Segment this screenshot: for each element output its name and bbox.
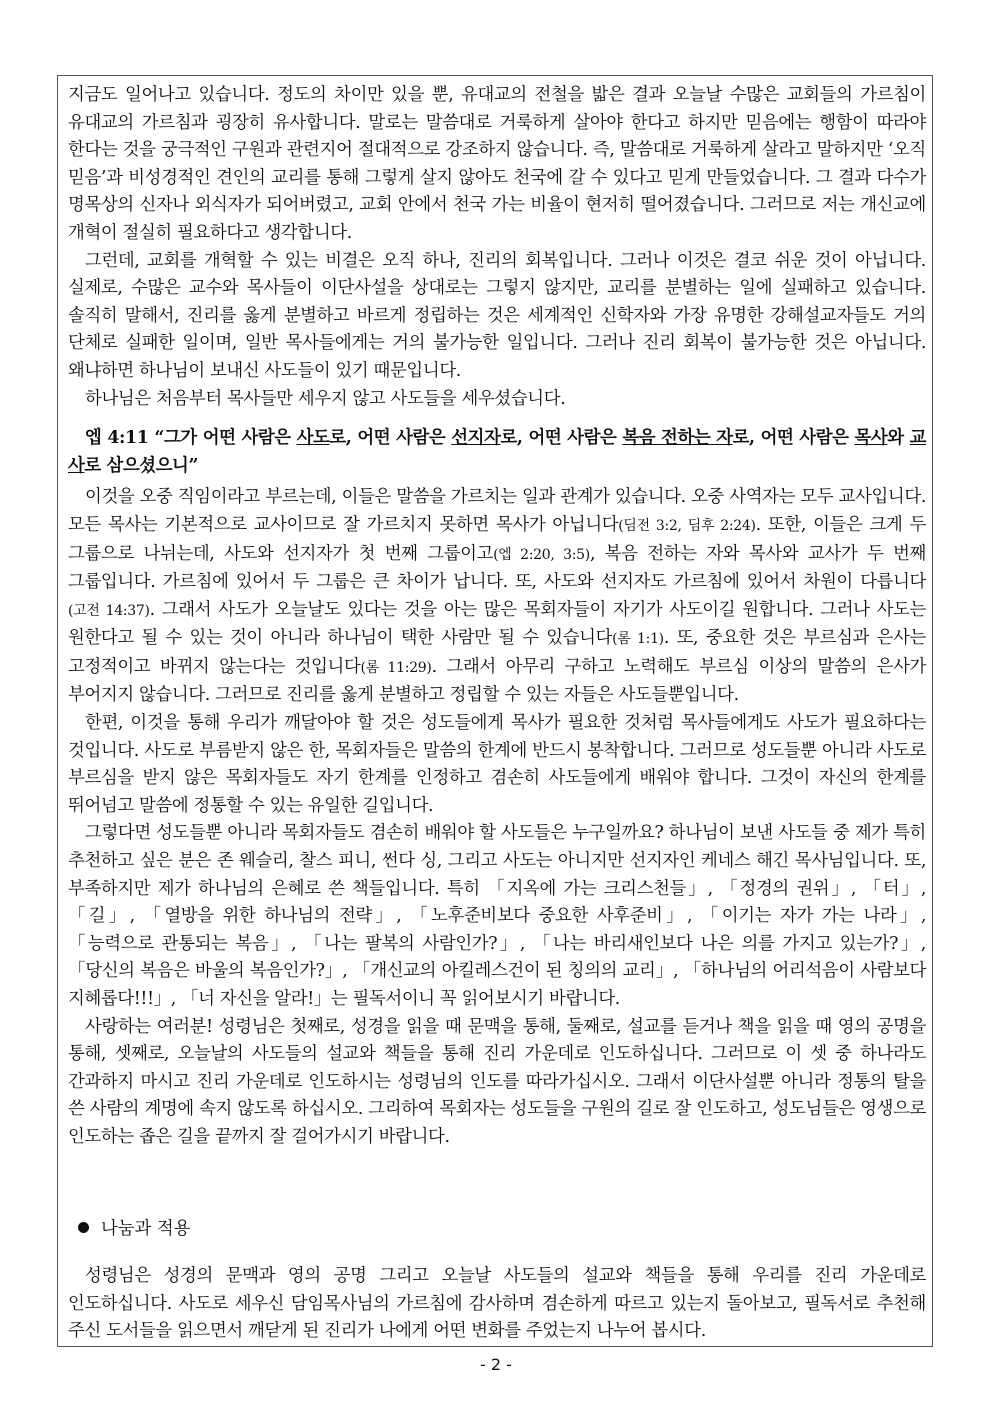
- scripture-reference: (딤전 3:2, 딤후 2:24): [618, 517, 756, 534]
- verse-text: 로, 어떤 사람은: [500, 428, 623, 449]
- closing-section: [68, 1263, 926, 1346]
- verse-text: 로 삼으셨으니”: [84, 455, 199, 476]
- verse-underline-apostle: 사도: [296, 428, 330, 449]
- paragraph-5: 한편, 이것을 통해 우리가 깨달아야 할 것은 성도들에게 목사가 필요한 것처럼 목사들에게도 사도가 필요하다는 것입니다. 사도로 부름받지 않은 한, 목회자들은 말씀의 한계에 반드시 봉착합니다. 그러므로 성도들뿐 아니라 사도로 부르심을 받지 않은 목회자들도 자기 한계를 인정하고 겸손히 사도들에게 배워야 합니다. 그것이 자신의 한계를 뛰어넘고 말씀에 정통할 수 있는 유일한 길입니다.: [68, 713, 926, 816]
- verse-underline-evangelist: 복음 전하는 자: [622, 428, 733, 449]
- scripture-verse: [68, 425, 926, 480]
- verse-underline-teacher: 교사: [68, 428, 927, 476]
- paragraph-4: [68, 484, 926, 710]
- paragraph-text: , 복음 전하는 자와 목사와 교사가 두 번째 그룹입니다. 가르침에 있어서 두 그룹은 큰 차이가 납니다. 또, 사도와 선지자도 가르침에 있어서 차원이 다릅니다: [68, 543, 926, 593]
- paragraph-text: 이것을 오중 직임이라고 부르는데, 이들은 말씀을 가르치는 일과 관계가 있습니다. 오중 사역자는 모두 교사입니다. 모든 목사는 기본적으로 교사이므로 잘 가르치지 못하면 목사가 아닙니다: [68, 487, 926, 535]
- main-content: [68, 82, 926, 1152]
- section-title: 나눔과 적용: [101, 1219, 191, 1239]
- closing-paragraph: 성령님은 성경의 문맥과 영의 공명 그리고 오늘날 사도들의 설교와 책들을 통해 우리를 진리 가운데로 인도하십니다. 사도로 세우신 담임목사님의 가르침에 감사하며 겸손하게 따르고 있는지 돌아보고, 필독서로 추천해 주신 도서들을 읽으면서 깨닫게 된 진리가 나에게 어떤 변화를 주었는지 나누어 봅시다.: [68, 1266, 926, 1342]
- paragraph-text: . 또한, 이들은 크게 두 그룹으로 나뉘는데, 사도와 선지자가 첫 번째 그룹이고: [68, 514, 926, 564]
- paragraph-2: 그런데, 교회를 개혁할 수 있는 비결은 오직 하나, 진리의 회복입니다. 그러나 이것은 결코 쉬운 것이 아닙니다. 실제로, 수많은 교수와 목사들이 이단사설을 상대로는 그렇지 않지만, 교리를 분별하는 일에 실패하고 있습니다. 솔직히 말해서, 진리를 옳게 분별하고 바르게 정립하는 것은 세계적인 신학자와 가장 유명한 강해설교자들도 거의 단체로 실패한 일이며, 일반 목사들에게는 거의 불가능한 일입니다. 그러나 진리 회복이 불가능한 것은 아닙니다. 왜냐하면 하나님이 보내신 사도들이 있기 때문입니다.: [68, 250, 926, 381]
- paragraph-text: . 그래서 아무리 구하고 노력해도 부르심 이상의 말씀의 은사가 부어지지 않습니다. 그러므로 진리를 옳게 분별하고 정립할 수 있는 자들은 사도들뿐입니다.: [68, 656, 926, 706]
- verse-underline-pastor: 목사: [854, 428, 888, 449]
- paragraph-7: 사랑하는 여러분! 성령님은 첫째로, 성경을 읽을 때 문맥을 통해, 둘째로, 설교를 듣거나 책을 읽을 때 영의 공명을 통해, 셋째로, 오늘날의 사도들의 설교와 책들을 통해 진리 가운데로 인도하십니다. 그러므로 이 셋 중 하나라도 간과하지 마시고 진리 가운데로 인도하시는 성령님의 인도를 따라가십시오. 그래서 이단사설뿐 아니라 정통의 탈을 쓴 사람의 계명에 속지 않도록 하십시오. 그리하여 목회자는 성도들을 구원의 길로 잘 인도하고, 성도님들은 영생으로 인도하는 좁은 길을 끝까지 잘 걸어가시기 바랍니다.: [68, 1016, 926, 1147]
- paragraph-1: 지금도 일어나고 있습니다. 정도의 차이만 있을 뿐, 유대교의 전철을 밟은 결과 오늘날 수많은 교회들의 가르침이 유대교의 가르침과 굉장히 유사합니다. 말로는 말씀대로 거룩하게 살아야 한다고 하지만 믿음에는 행함이 따라야 한다는 것을 궁극적인 구원과 관련지어 절대적으로 강조하지 않습니다. 즉, 말씀대로 거룩하게 살라고 말하지만 ‘오직 믿음’과 비성경적인 견인의 교리를 통해 그렇게 살지 않아도 천국에 갈 수 있다고 믿게 만들었습니다. 그 결과 다수가 명목상의 신자나 외식자가 되어버렸고, 교회 안에서 천국 가는 비율이 현저히 떨어졌습니다. 그러므로 저는 개신교에 개혁이 절실히 필요하다고 생각합니다.: [68, 85, 926, 243]
- paragraph-6: 그렇다면 성도들뿐 아니라 목회자들도 겸손히 배워야 할 사도들은 누구일까요? 하나님이 보낸 사도들 중 제가 특히 추천하고 싶은 분은 존 웨슬리, 찰스 피니, 썬다 싱, 그리고 사도는 아니지만 선지자인 케네스 해긴 목사님입니다. 또, 부족하지만 제가 하나님의 은혜로 쓴 책들입니다. 특히 「지옥에 가는 크리스천들」, 「정경의 권위」, 「터」, 「길」, 「열방을 위한 하나님의 전략」, 「노후준비보다 중요한 사후준비」, 「이기는 자가 가는 나라」, 「능력으로 관통되는 복음」, 「나는 팔복의 사람인가?」, 「나는 바리새인보다 나은 의를 가지고 있는가?」, 「당신의 복음은 바울의 복음인가?」, 「개신교의 아킬레스건이 된 칭의의 교리」, 「하나님의 어리석음이 사람보다 지혜롭다!!!」, 「너 자신을 알라!」는 필독서이니 꼭 읽어보시기 바랍니다.: [68, 823, 926, 1009]
- paragraph-text: . 또, 중요한 것은 부르심과 은사는 고정적이고 바뀌지 않는다는 것입니다: [68, 628, 926, 677]
- verse-underline-prophet: 선지자: [451, 428, 501, 449]
- verse-text: 로, 어떤 사람은: [732, 428, 855, 449]
- scripture-reference: (엡 2:20, 3:5): [493, 546, 590, 563]
- verse-text: 로, 어떤 사람은: [329, 428, 452, 449]
- scripture-reference: (롬 11:29): [360, 659, 432, 676]
- scripture-reference: (고전 14:37): [68, 602, 150, 619]
- section-heading: [78, 1214, 191, 1239]
- paragraph-text: . 그래서 사도가 오늘날도 있다는 것을 아는 많은 목회자들이 자기가 사도이길 원합니다. 그러나 사도는 원한다고 될 수 있는 것이 아니라 하나님이 택한 사람만 될 수 있습니다: [68, 599, 926, 649]
- verse-text: 엡 4:11 “그가 어떤 사람은: [85, 428, 297, 449]
- bullet-icon: [78, 1222, 89, 1233]
- verse-text: 와: [887, 428, 910, 449]
- paragraph-3: 하나님은 처음부터 목사들만 세우지 않고 사도들을 세우셨습니다.: [85, 388, 566, 409]
- page-number: - 2 -: [480, 1355, 512, 1374]
- scripture-reference: (롬 1:1): [612, 631, 664, 648]
